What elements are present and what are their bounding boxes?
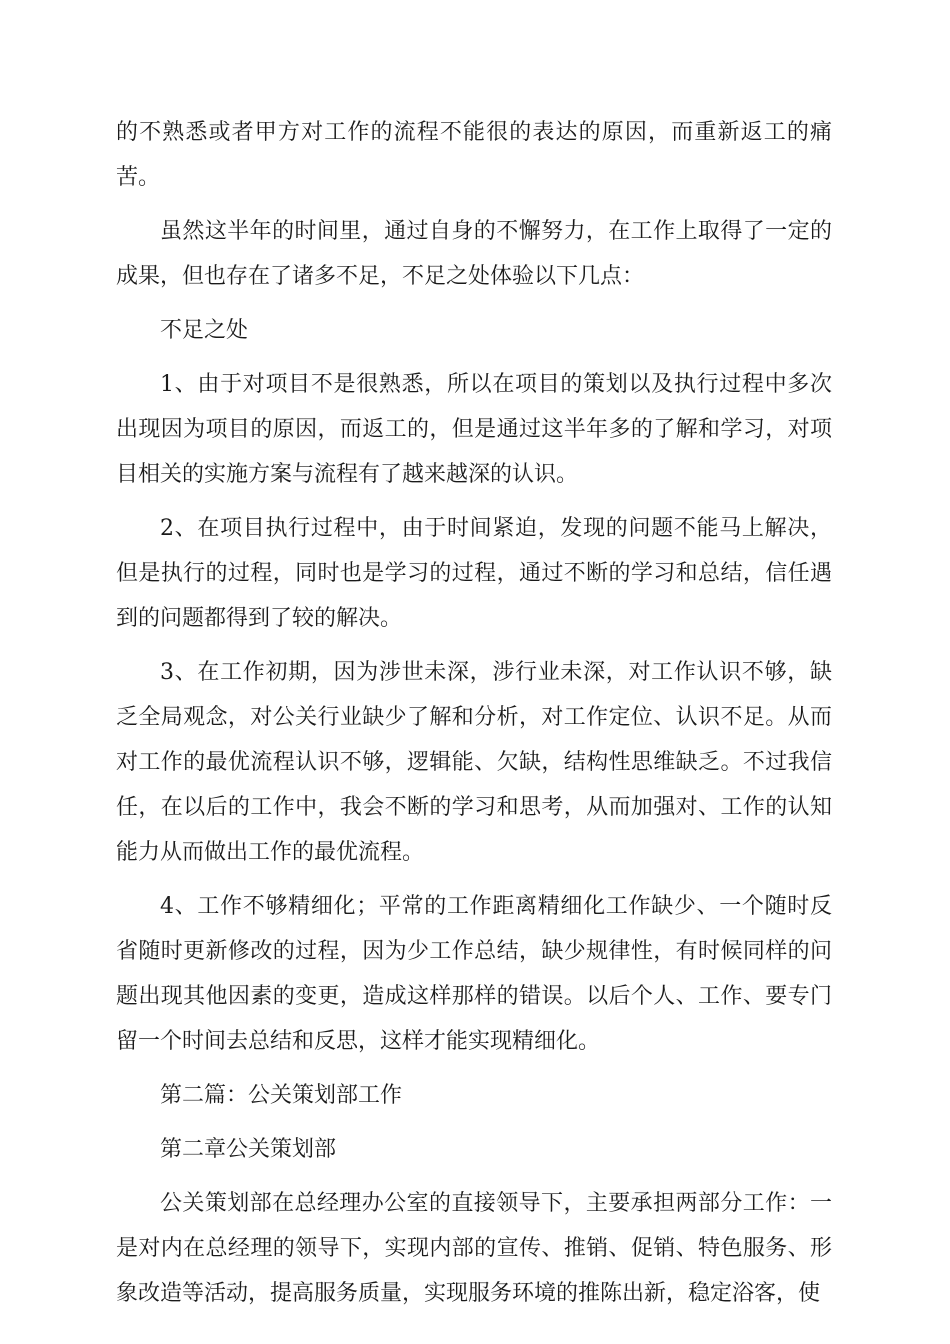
paragraph-chapter-title: 第二章公关策划部 bbox=[160, 1137, 337, 1162]
paragraph-section-title: 第二篇：公关策划部工作 bbox=[160, 1083, 403, 1108]
paragraph-point-3: 3、在工作初期，因为涉世未深，涉行业未深，对工作认识不够，缺乏全局观念，对公关行业缺少了解和分析，对工作定位、认识不足。从而对工作的最优流程认识不够，逻辑能、欠缺，结构性思维缺乏。不过我信任，在以后的工作中，我会不断的学习和思考，从而加强对、工作的认知能力从而做出工作的最优流程。 bbox=[116, 660, 832, 865]
paragraph-continuation: 的不熟悉或者甲方对工作的流程不能很的表达的原因，而重新返工的痛苦。 bbox=[116, 120, 832, 190]
paragraph-point-4: 4、工作不够精细化；平常的工作距离精细化工作缺少、一个随时反省随时更新修改的过程，因为少工作总结，缺少规律性，有时候同样的问题出现其他因素的变更，造成这样那样的错误。以后个人、工作、要专门留一个时间去总结和反思，这样才能实现精细化。 bbox=[116, 894, 832, 1054]
paragraph-point-1: 1、由于对项目不是很熟悉，所以在项目的策划以及执行过程中多次出现因为项目的原因，而返工的，但是通过这半年多的了解和学习，对项目相关的实施方案与流程有了越来越深的认识。 bbox=[116, 372, 832, 487]
paragraph-summary-intro: 虽然这半年的时间里，通过自身的不懈努力，在工作上取得了一定的成果，但也存在了诸多不足，不足之处体验以下几点： bbox=[116, 219, 832, 289]
paragraph-point-2: 2、在项目执行过程中，由于时间紧迫，发现的问题不能马上解决，但是执行的过程，同时也是学习的过程，通过不断的学习和总结，信任遇到的问题都得到了较的解决。 bbox=[116, 516, 832, 631]
document-page bbox=[116, 110, 832, 1325]
paragraph-heading-shortcomings: 不足之处 bbox=[160, 318, 249, 343]
paragraph-department-description: 公关策划部在总经理办公室的直接领导下，主要承担两部分工作：一是对内在总经理的领导下，实现内部的宣传、推销、促销、特色服务、形象改造等活动，提高服务质量，实现服务环境的推陈出新，稳定浴客，使 bbox=[116, 1191, 832, 1306]
